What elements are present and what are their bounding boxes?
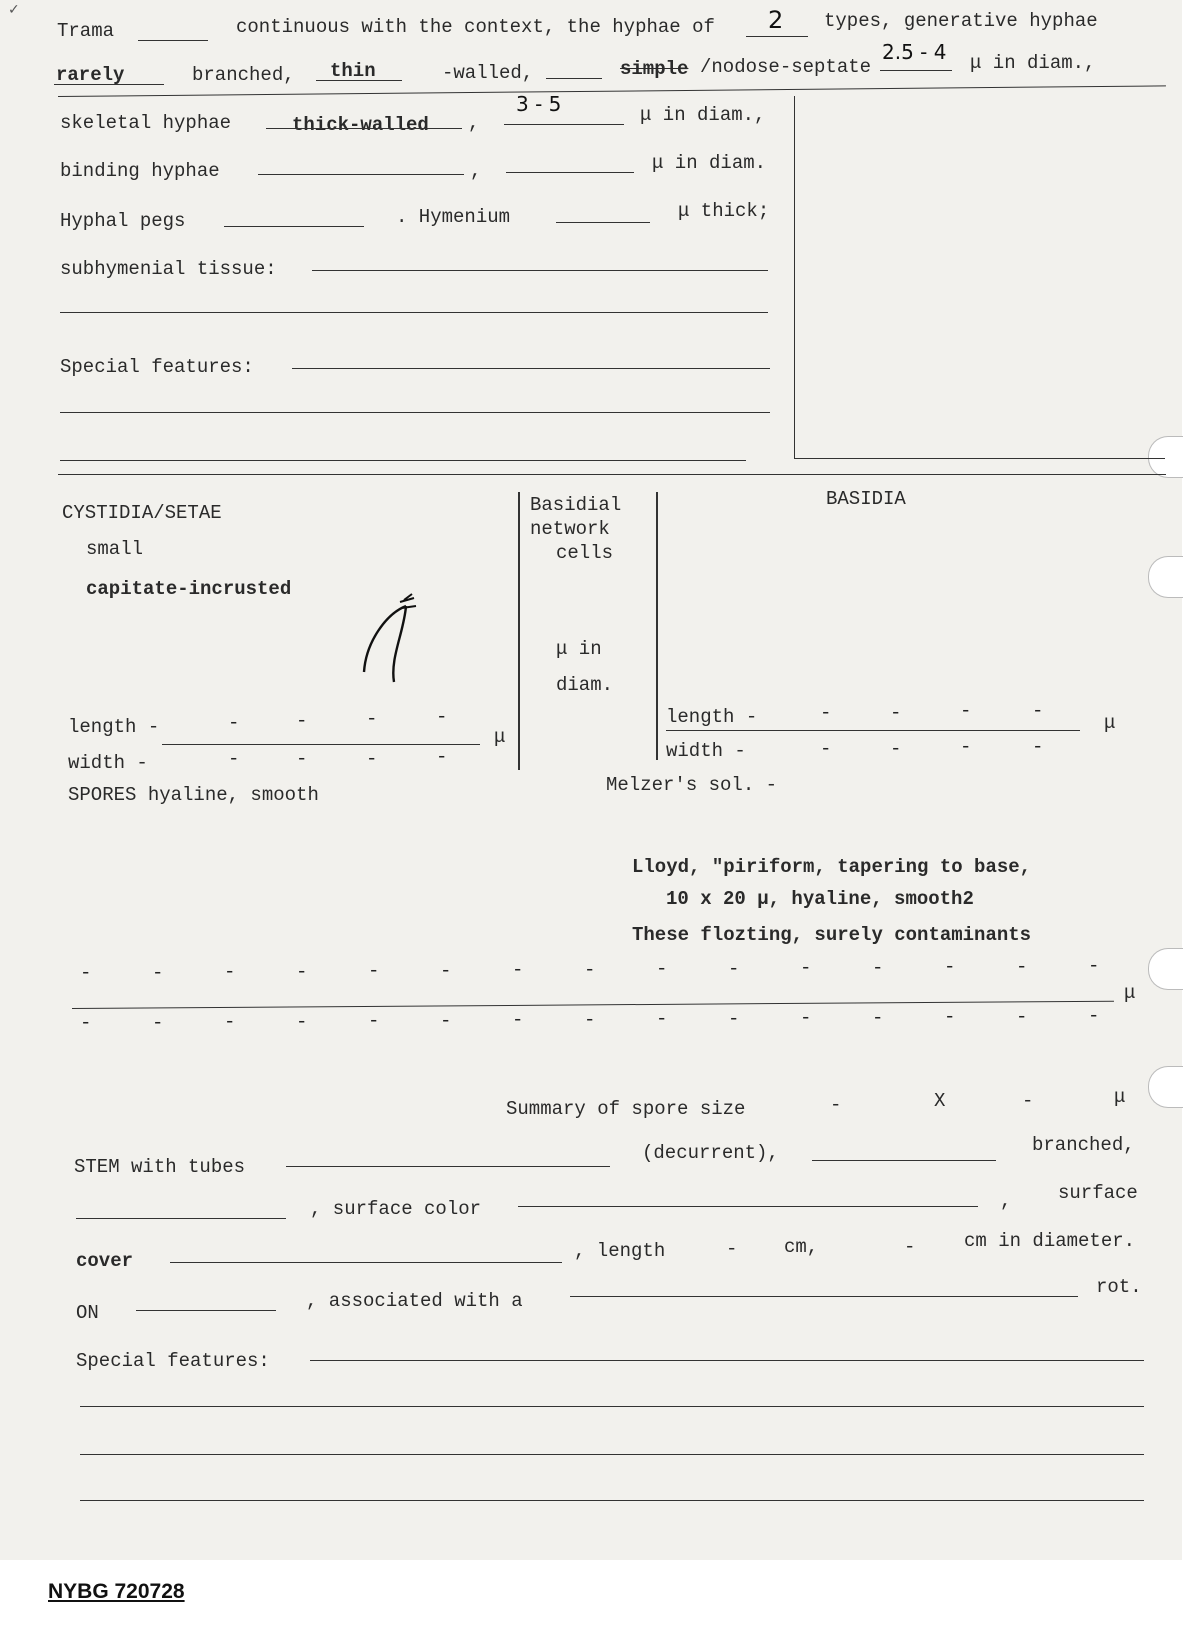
binding-label: binding hyphae	[60, 160, 220, 182]
basidial-line2: network	[530, 518, 610, 540]
spore-dash: -	[224, 1011, 236, 1033]
stem-special-blank-4	[80, 1500, 1144, 1501]
dash: -	[960, 736, 972, 758]
hyphal-pegs-blank	[224, 226, 364, 227]
mu-diam-label-3: μ in diam.	[652, 152, 767, 174]
punch-hole	[1148, 948, 1183, 990]
mu-diam-label-1: μ in diam.,	[970, 52, 1096, 74]
spore-dash: -	[296, 960, 308, 983]
basidia-title: BASIDIA	[826, 488, 906, 510]
subhymenial-label: subhymenial tissue:	[60, 258, 277, 280]
spore-dash: -	[872, 1006, 884, 1029]
column-divider	[656, 492, 658, 760]
dash: -	[820, 702, 832, 724]
cm-label: cm,	[784, 1236, 819, 1258]
spore-dash: -	[80, 1012, 92, 1034]
basidia-length-label: length -	[666, 706, 758, 728]
on-label: ON	[76, 1302, 99, 1324]
hymenium-label: . Hymenium	[396, 206, 511, 228]
spore-dash: -	[368, 960, 380, 982]
cover-label: cover	[76, 1250, 134, 1272]
spore-dash: -	[944, 956, 956, 978]
comma: ,	[470, 160, 482, 182]
rarely-value: rarely	[56, 64, 125, 86]
stem-branched-label: branched,	[1032, 1134, 1135, 1156]
dash: -	[890, 702, 902, 724]
dash: -	[1032, 736, 1044, 758]
types-text: types, generative hyphae	[824, 10, 1098, 32]
basidia-mu: μ	[1104, 712, 1116, 734]
dash: -	[820, 738, 832, 760]
special-features-label: Special features:	[60, 356, 254, 378]
nodose-septate-label: /nodose-septate	[700, 56, 872, 78]
dash: -	[296, 710, 308, 732]
surface-color-label: , surface color	[310, 1198, 482, 1220]
special-blank-3	[60, 460, 746, 461]
section-rule	[58, 474, 1166, 475]
gen-diam-blank	[880, 70, 952, 71]
on-blank	[136, 1310, 276, 1311]
stem-special-label: Special features:	[76, 1350, 270, 1372]
special-blank-2	[60, 412, 770, 413]
surface-color-blank	[518, 1206, 978, 1207]
walled-label: -walled,	[442, 62, 534, 84]
lloyd-note-3: These flozting, surely contaminants	[632, 924, 1032, 946]
stem-special-blank-1	[310, 1360, 1144, 1361]
dash: -	[890, 738, 902, 760]
basidial-diam: diam.	[556, 674, 614, 696]
special-blank-1	[292, 368, 770, 369]
trama-label: Trama	[57, 20, 115, 42]
basidial-line3: cells	[556, 542, 614, 564]
cover-blank-line	[170, 1262, 562, 1263]
spore-dash: -	[1088, 1005, 1100, 1027]
stem-label: STEM with tubes	[74, 1156, 246, 1178]
spore-dash: -	[728, 1007, 740, 1030]
check-mark: ✓	[8, 2, 20, 18]
dash: -	[436, 706, 448, 728]
dash: -	[296, 748, 308, 770]
trama-blank	[138, 40, 208, 41]
melzer-label: Melzer's sol. -	[606, 774, 778, 796]
skeletal-diameter: 3 - 5	[516, 92, 562, 116]
comma: ,	[1000, 1190, 1012, 1212]
cystidia-small: small	[86, 538, 144, 560]
types-blank	[746, 36, 808, 37]
basidia-width-label: width -	[666, 740, 746, 762]
summary-x: X	[934, 1090, 946, 1112]
dash: -	[228, 712, 240, 734]
spore-dash: -	[152, 961, 164, 984]
basidia-length-line	[666, 730, 1080, 731]
stem-branch-blank	[812, 1160, 996, 1161]
spore-dash: -	[1016, 1005, 1028, 1028]
spore-dash: -	[944, 1006, 956, 1028]
spore-dash: -	[512, 1009, 524, 1031]
column-divider	[518, 492, 520, 770]
spore-dash: -	[440, 959, 452, 982]
spores-label: SPORES hyaline, smooth	[68, 784, 319, 806]
surface-label: surface	[1058, 1182, 1138, 1204]
spore-dash: -	[368, 1010, 380, 1032]
surface-blank	[76, 1218, 286, 1219]
branched-label: branched,	[192, 64, 295, 86]
cm-diameter-label: cm in diameter.	[964, 1230, 1136, 1252]
continuous-text: continuous with the context, the hyphae of	[236, 16, 715, 38]
rot-label: rot.	[1096, 1276, 1142, 1298]
cystidium-sketch	[356, 592, 446, 688]
dash: -	[436, 746, 448, 768]
spore-dash: -	[512, 959, 524, 981]
sketch-box	[794, 96, 1165, 459]
mu-thick-label: μ thick;	[678, 200, 770, 222]
spore-mu: μ	[1124, 982, 1136, 1004]
spore-dash: -	[584, 958, 596, 981]
spore-dash: -	[1088, 955, 1100, 977]
skeletal-label: skeletal hyphae	[60, 112, 232, 134]
stem-tubes-blank	[286, 1166, 610, 1167]
spore-dash: -	[440, 1009, 452, 1032]
spore-dash: -	[296, 1010, 308, 1033]
dash: -	[960, 700, 972, 722]
comma: ,	[468, 112, 480, 134]
simple-struck: simple	[620, 58, 689, 80]
lloyd-note-1: Lloyd, "piriform, tapering to base,	[632, 856, 1032, 878]
spore-dash: -	[656, 958, 668, 980]
hyphal-pegs-label: Hyphal pegs	[60, 210, 186, 232]
wall-thickness-value: thin	[330, 60, 376, 82]
summary-label: Summary of spore size	[506, 1098, 746, 1120]
summary-dash-2: -	[1022, 1090, 1034, 1112]
basidial-line1: Basidial	[530, 494, 622, 516]
stem-special-blank-3	[80, 1454, 1144, 1455]
dash: -	[366, 748, 378, 770]
cystidia-capitate: capitate-incrusted	[86, 578, 292, 600]
spore-dash: -	[656, 1008, 668, 1030]
generative-diameter: 2.5 - 4	[882, 40, 947, 64]
summary-dash-1: -	[830, 1094, 842, 1116]
dash: -	[904, 1236, 916, 1258]
spore-dash: -	[152, 1011, 164, 1034]
spore-dash: -	[80, 962, 92, 984]
branching-blank	[54, 84, 164, 85]
rot-blank	[570, 1296, 1078, 1297]
spore-dash: -	[584, 1008, 596, 1031]
spore-dash: -	[728, 957, 740, 980]
decurrent-label: (decurrent),	[642, 1142, 779, 1164]
cystidia-mu: μ	[494, 726, 506, 748]
skeletal-wall-blank	[266, 128, 462, 129]
spore-dash: -	[800, 957, 812, 979]
wall-blank	[316, 80, 402, 81]
associated-label: , associated with a	[306, 1290, 523, 1312]
subhymenial-blank-2	[60, 312, 768, 313]
length-label: , length	[574, 1240, 666, 1262]
summary-mu: μ	[1114, 1086, 1126, 1108]
basidial-mu-in: μ in	[556, 638, 602, 660]
skeletal-diam-blank	[504, 124, 624, 125]
punch-hole	[1148, 556, 1183, 598]
septa-blank	[546, 78, 602, 79]
dash: -	[726, 1238, 738, 1260]
spore-dash: -	[872, 956, 884, 979]
catalog-number: NYBG 720728	[48, 1580, 185, 1603]
stem-special-blank-2	[80, 1406, 1144, 1407]
binding-blank	[258, 174, 464, 175]
cystidia-length-label: length -	[68, 716, 160, 738]
punch-hole	[1148, 1066, 1183, 1108]
mu-diam-label-2: μ in diam.,	[640, 104, 766, 126]
spore-dash: -	[224, 961, 236, 983]
hymenium-blank	[556, 222, 650, 223]
dash: -	[1032, 700, 1044, 722]
dash: -	[366, 708, 378, 730]
subhymenial-blank	[312, 270, 768, 271]
cystidia-length-line	[162, 744, 480, 745]
cystidia-width-label: width -	[68, 752, 148, 774]
spore-dash: -	[800, 1007, 812, 1029]
dash: -	[228, 748, 240, 770]
binding-diam-blank	[506, 172, 634, 173]
skeletal-wall-value: thick-walled	[292, 114, 429, 136]
lloyd-note-2: 10 x 20 μ, hyaline, smooth2	[666, 888, 974, 910]
hyphae-types-count: 2	[768, 6, 784, 34]
cystidia-title: CYSTIDIA/SETAE	[62, 502, 222, 524]
spore-dash: -	[1016, 955, 1028, 978]
